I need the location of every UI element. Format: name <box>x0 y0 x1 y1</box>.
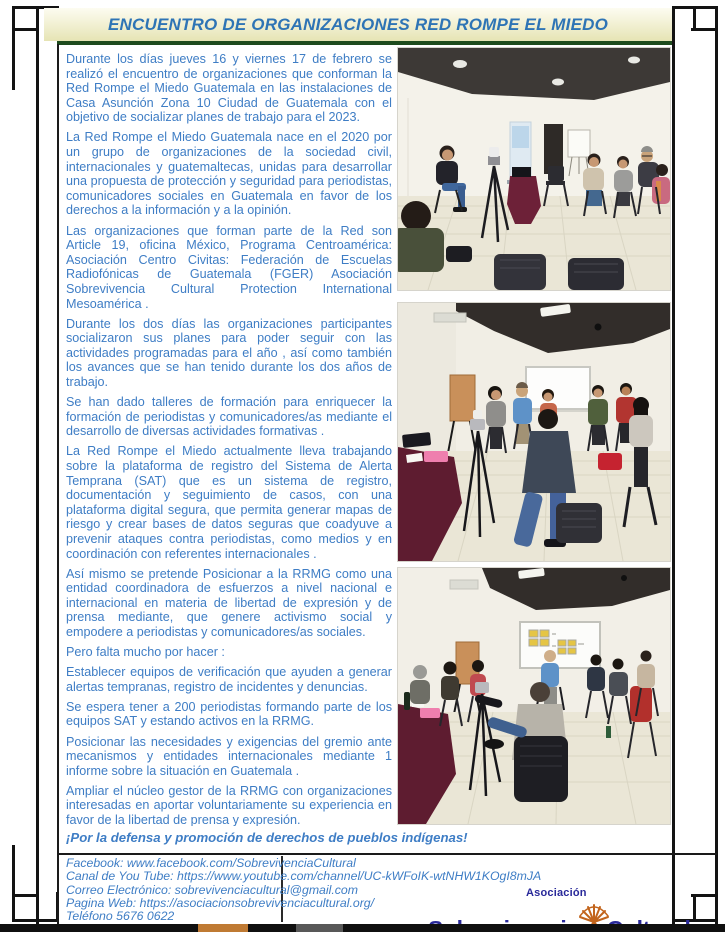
article-text-column <box>66 52 392 826</box>
corner-ornament-line <box>12 6 15 90</box>
corner-ornament-line <box>715 6 718 924</box>
meeting-photo-1 <box>397 47 671 291</box>
body-paragraph: Establecer equipos de verificación que ayuden a generar alertas tempranas, registro de incidentes y denuncias. <box>66 665 392 694</box>
corner-ornament-line <box>12 919 59 922</box>
meeting-photo-3 <box>397 567 671 825</box>
body-paragraph: Se han dado talleres de formación para enriquecer la formación de periodistas y comunicadores/as mediante el desarrollo de diversas actividades formativas . <box>66 395 392 439</box>
facebook-link[interactable]: Facebook: www.facebook.com/SobrevivenciaCultural <box>66 856 356 870</box>
body-paragraph: Las organizaciones que forman parte de la Red son Article 19, oficina México, Programa Centroamérica: Asociación Centro Civitas: Federación de Escuelas Radiofónicas de Guatemala (FGER) Asociación Sobrevivencia Cultural Protection International Mesoamérica . <box>66 223 392 311</box>
logo-association-label: Asociación <box>526 887 587 899</box>
footer-separator <box>57 853 717 855</box>
meeting-photo-1-art <box>398 48 670 290</box>
corner-ornament-line <box>693 6 696 31</box>
body-paragraph: Posicionar las necesidades y exigencias del gremio ante mecanismos y entidades internacionales mediante 1 informe sobre la situación en Guatemala . <box>66 734 392 778</box>
title-underline-rule <box>57 41 672 45</box>
title-banner <box>44 8 672 41</box>
body-paragraph: Durante los días jueves 16 y viernes 17 de febrero se realizó el encuentro de organizaciones que conforman la Red Rompe el Miedo Guatemala en las instalaciones de Casa Asunción Zona 10 Ciudad de Guatemala con el objetivo de socializar planes de trabajo para el 2023. <box>66 52 392 125</box>
corner-ornament-line <box>12 845 15 922</box>
organization-logo <box>428 889 678 923</box>
body-paragraph: Pero falta mucho por hacer : <box>66 645 225 660</box>
phone-number: Teléfono 5676 0622 <box>66 909 175 924</box>
body-paragraph: La Red Rompe el Miedo actualmente lleva trabajando sobre la plataforma de registro del Sistema de Alerta Temprana (SAT) que es un sistema de registro, documentación y seguimiento de casos, con una plataforma digital segura, que permita generar mapas de riesgo y crear bases de datos seguras que coadyuve a prevenir ataques contra periodistas, como medios y en coordinación con referentes internacionales . <box>66 444 392 561</box>
bottom-border-strip <box>0 924 725 932</box>
corner-ornament-line <box>12 28 39 31</box>
bottom-strip-gray-segment <box>296 924 343 932</box>
body-paragraph: Se espera tener a 200 periodistas formando parte de los equipos SAT y estando activos en la RRMG. <box>66 699 392 729</box>
meeting-photo-2 <box>397 302 671 562</box>
meeting-photo-2-art <box>398 303 670 561</box>
body-paragraph: Así mismo se pretende Posicionar a la RRMG como una entidad coordinadora de esfuerzos a nivel nacional e internacional en materia de libertad de expresión y de prensa mediante, que genere activismo social y empodere a periodistas y comunicadores/as sociales. <box>66 566 392 639</box>
meeting-photo-3-art <box>398 568 670 824</box>
body-paragraph: Ampliar el núcleo gestor de la RRMG con organizaciones interesadas en aportar voluntariamente su experiencia en favor de la libertad de prensa y expresión. <box>66 783 392 826</box>
email-link[interactable]: Correo Electrónico: sobrevivenciacultural@gmail.com <box>66 882 359 897</box>
bottom-strip-orange-segment <box>198 924 248 932</box>
content-left-border <box>57 44 59 924</box>
corner-ornament-line <box>36 6 39 924</box>
youtube-link[interactable]: Canal de You Tube: https://www.youtube.com/channel/UC-kWFoIK-wtNHW1KOgI8mJA <box>66 869 542 884</box>
slogan-line: ¡Por la defensa y promoción de derechos de pueblos indígenas! <box>66 830 468 845</box>
corner-ornament-line <box>693 894 696 922</box>
footer-contact-block <box>66 856 542 924</box>
corner-ornament-line <box>12 894 39 897</box>
page-title: ENCUENTRO DE ORGANIZACIONES RED ROMPE EL MIEDO <box>107 14 609 34</box>
body-paragraph: La Red Rompe el Miedo Guatemala nace en el 2020 por un grupo de organizaciones de la sociedad civil, internacionales y guatemaltecas, unidas para desarrollar una propuesta de protección y seguridad para periodistas, comunicadores sociales en Guatemala en favor de los derechos a la información y a la opinión. <box>66 130 392 218</box>
corner-ornament-line <box>672 6 675 924</box>
body-paragraph: Durante los dos días las organizaciones participantes socializaron sus planes para poder seguir con las actividades programadas para el año , así como también los avances que se han tenido durante los dos años de trabajo. <box>66 316 392 389</box>
website-link[interactable]: Pagina Web: https://asociacionsobrevivenciacultural.org/ <box>66 895 375 910</box>
